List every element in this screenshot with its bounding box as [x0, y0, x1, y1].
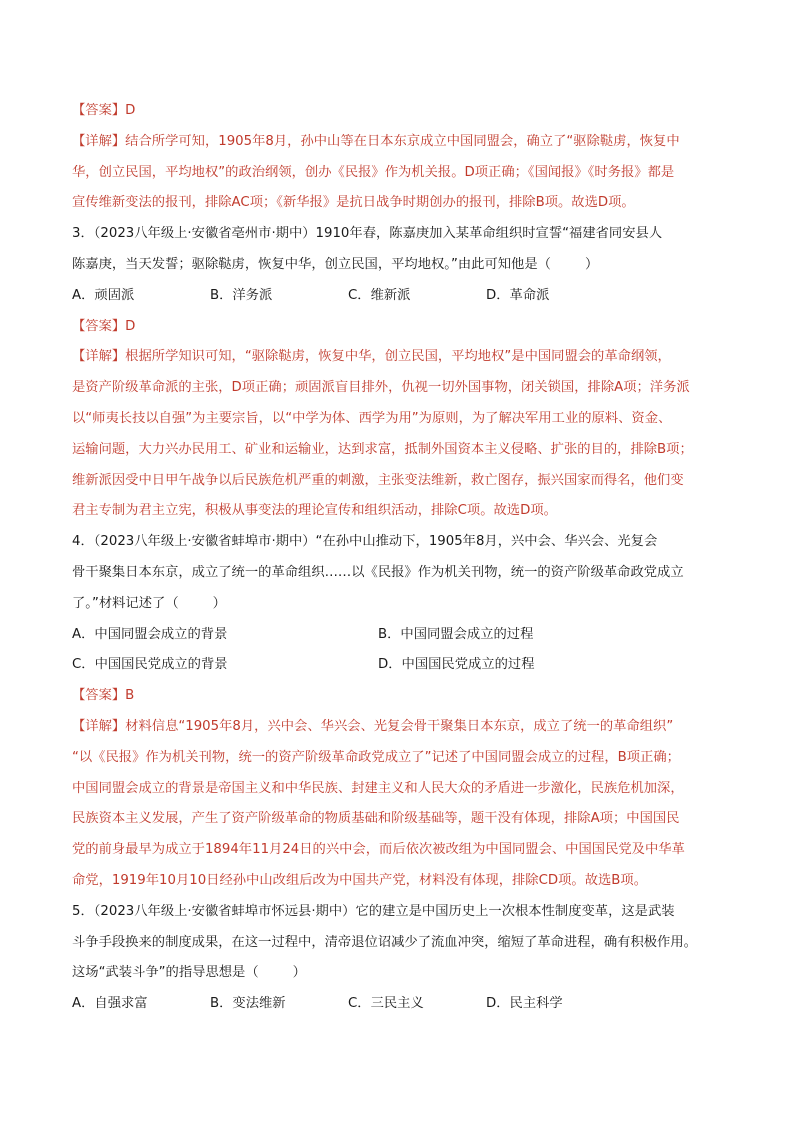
q4-detail-line: 中国同盟会成立的背景是帝国主义和中华民族、封建主义和人民大众的矛盾进一步激化，民族危机加深， [72, 780, 684, 796]
q3-answer: 【答案】D [72, 318, 136, 334]
q5-option-b: B．变法维新 [210, 996, 286, 1012]
q3-detail-line: 以“师夷长技以自强”为主要宗旨，以“中学为体、西学为用”为原则，为了解决军用工业的原料、资金、 [72, 410, 672, 426]
q4-options-row [72, 620, 722, 651]
q5-stem-text: 这场“武装斗争”的指导思想是（ [72, 965, 259, 981]
q3-option-b: B．洋务派 [210, 287, 273, 303]
q5-stem-line: 斗争手段换来的制度成果，在这一过程中，清帝退位诏减少了流血冲突，缩短了革命进程，确有积极作用。 [72, 934, 697, 950]
q4-stem-line: 4．（2023八年级上·安徽省蚌埠市·期中）“在孙中山推动下，1905年8月，兴中会、华兴会、光复会 [72, 534, 658, 550]
q4-stem-line [72, 589, 722, 620]
q5-stem-end: ） [292, 965, 306, 981]
q3-stem-line: 3．（2023八年级上·安徽省亳州市·期中）1910年春，陈嘉庚加入某革命组织时宣誓“福建省同安县人 [72, 226, 663, 242]
q3-detail-line: 维新派因受中日甲午战争以后民族危机严重的刺激，主张变法维新，救亡图存，振兴国家而得名，他们变 [72, 472, 684, 488]
q2-detail-line: 华，创立民国，平均地权”的政治纲领，创办《民报》作为机关报。D项正确；《国闻报》《时务报》都是 [72, 164, 675, 180]
q3-detail-line: 运输问题，大力兴办民用工、矿业和运输业，达到求富，抵制外国资本主义侵略、扩张的目的，排除B项； [72, 441, 693, 457]
q3-detail-line: 【详解】根据所学知识可知，“驱除鞑虏，恢复中华，创立民国，平均地权”是中国同盟会的革命纲领， [72, 349, 671, 365]
q3-stem [72, 219, 722, 281]
q4-stem-text: 了。”材料记述了（ [72, 595, 179, 611]
q3-option-c: C．维新派 [348, 287, 411, 303]
q3-detail-line: 是资产阶级革命派的主张，D项正确；顽固派盲目排外，仇视一切外国事物，闭关锁国，排除A项；洋务派 [72, 380, 690, 396]
q3-option-d: D．革命派 [486, 287, 550, 303]
q4-stem-end: ） [212, 595, 226, 611]
q4-answer: 【答案】B [72, 688, 135, 704]
q3-stem-end: ） [584, 256, 599, 272]
q3-detail [72, 342, 722, 527]
q4-stem-line: 骨干聚集日本东京，成立了统一的革命组织……以《民报》作为机关刊物，统一的资产阶级革命政党成立 [72, 564, 684, 580]
q3-stem-line [72, 250, 722, 281]
q5-option-d: D．民主科学 [486, 996, 563, 1012]
q5-stem [72, 897, 722, 989]
q2-detail [72, 127, 722, 219]
q4-detail-line: “以《民报》作为机关刊物，统一的资产阶级革命政党成立了”记述了中国同盟会成立的过程，B项正确； [72, 749, 680, 765]
q5-options [72, 989, 722, 1020]
q3-options [72, 281, 722, 312]
q4-detail-line: 党的前身最早为成立于1894年11月24日的兴中会，而后依次被改组为中国同盟会、中国国民党及中华革 [72, 842, 685, 858]
q3-option-a: A．顽固派 [72, 287, 135, 303]
q3-stem-text: 陈嘉庚，当天发誓；驱除鞑虏，恢复中华，创立民国，平均地权。”由此可知他是（ [72, 256, 551, 272]
q4-option-a: A．中国同盟会成立的背景 [72, 626, 228, 642]
q2-detail-line: 【详解】结合所学可知，1905年8月，孙中山等在日本东京成立中国同盟会，确立了“驱除鞑虏，恢复中 [72, 133, 680, 149]
q2-detail-line: 宣传维新变法的报刊，排除AC项；《新华报》是抗日战争时期创办的报刊，排除B项。故选D项。 [72, 195, 635, 211]
q5-option-a: A．自强求富 [72, 996, 148, 1012]
q4-detail-line: 命党，1919年10月10日经孙中山改组后改为中国共产党，材料没有体现，排除CD项。故选B项。 [72, 872, 648, 888]
q5-option-c: C．三民主义 [348, 996, 424, 1012]
q4-option-c: C．中国国民党成立的背景 [72, 657, 228, 673]
q4-detail-line: 【详解】材料信息“1905年8月，兴中会、华兴会、光复会骨干聚集日本东京，成立了统一的革命组织” [72, 718, 674, 734]
q4-detail-line: 民族资本主义发展，产生了资产阶级革命的物质基础和阶级基础等，题干没有体现，排除A项；中国国民 [72, 811, 680, 827]
page-content [72, 96, 722, 1020]
q5-stem-line: 5．（2023八年级上·安徽省蚌埠市怀远县·期中）它的建立是中国历史上一次根本性制度变革，这是武装 [72, 903, 675, 919]
q4-stem [72, 527, 722, 619]
q4-options-row [72, 650, 722, 681]
q5-stem-line [72, 958, 722, 989]
q4-option-b: B．中国同盟会成立的过程 [378, 626, 534, 642]
q4-detail [72, 712, 722, 897]
q4-option-d: D．中国国民党成立的过程 [378, 657, 535, 673]
q2-answer: 【答案】D [72, 103, 136, 118]
q3-detail-line: 君主专制为君主立宪，积极从事变法的理论宣传和组织活动，排除C项。故选D项。 [72, 503, 557, 519]
